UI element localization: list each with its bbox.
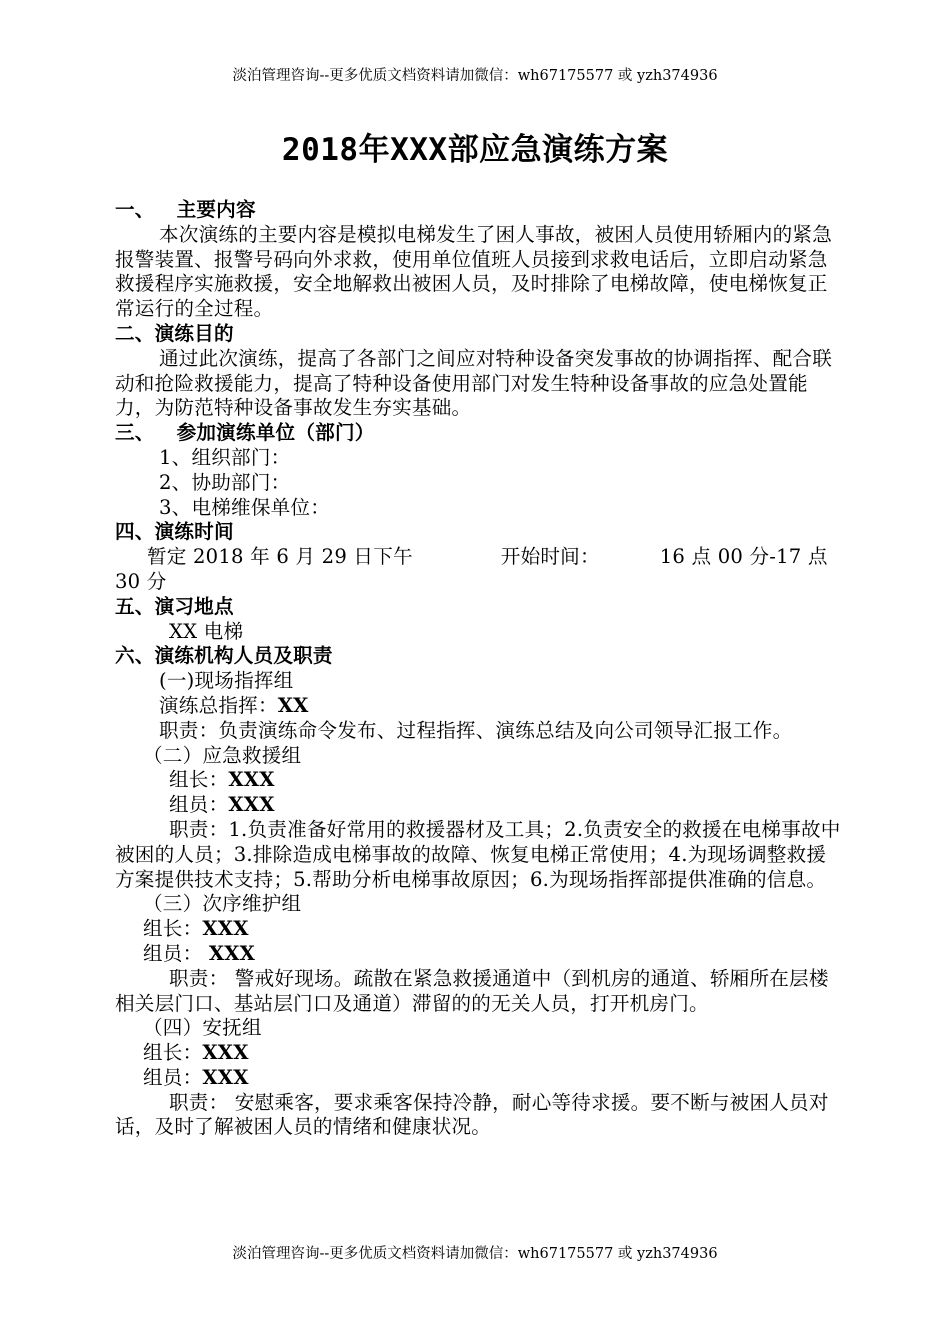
group-3-name: （三）次序维护组 xyxy=(143,892,302,916)
drill-time-line xyxy=(115,545,843,570)
member-value: XXX xyxy=(208,941,256,965)
group-4-member xyxy=(115,1066,843,1091)
group-2-leader xyxy=(115,768,843,793)
section-3-title: 参加演练单位（部门） xyxy=(176,421,375,445)
group-3-leader xyxy=(115,917,843,942)
leader-label: 组长： xyxy=(143,917,203,941)
section-6-heading: 六、演练机构人员及职责 xyxy=(115,644,333,668)
section-2-paragraph: 通过此次演练，提高了各部门之间应对特种设备突发事故的协调指挥、配合联动和抢险救援能力，提高了特种设备使用部门对发生特种设备事故的应急处置能力，为防范特种设备事故发生夯实基础。 xyxy=(115,346,832,420)
group-4-leader xyxy=(115,1041,843,1066)
section-3-number: 三、 xyxy=(115,421,155,445)
page-header: 淡泊管理咨询--更多优质文档资料请加微信：wh67175577 或 yzh374936 xyxy=(232,68,718,84)
section-1-number: 一、 xyxy=(115,198,155,221)
list-item-organizer: 1、组织部门： xyxy=(159,445,291,469)
group-2-name: （二）应急救援组 xyxy=(143,743,302,767)
group-1-name: (一)现场指挥组 xyxy=(159,669,294,693)
section-2-heading: 二、演练目的 xyxy=(115,321,234,345)
drill-date: 暂定 2018 年 6 月 29 日下午 xyxy=(147,545,413,569)
leader-value: XXX xyxy=(228,768,275,792)
start-time-label: 开始时间： xyxy=(500,545,600,569)
group-1-chief xyxy=(115,694,843,719)
section-1-heading xyxy=(115,198,843,223)
group-2-duty: 职责：1.负责准备好常用的救援器材及工具；2.负责安全的救援在电梯事故中被困的人员；3.排除造成电梯事故的故障、恢复电梯正常使用；4.为现场调整救援方案提供技术支持；5.帮助分析电梯事故原因；6.为现场指挥部提供准确的信息。 xyxy=(115,817,841,891)
group-4-name: （四）安抚组 xyxy=(143,1016,262,1040)
list-item-maintenance: 3、电梯维保单位： xyxy=(159,495,331,519)
leader-label: 组长： xyxy=(169,768,229,792)
member-label: 组员： xyxy=(169,793,229,817)
member-label: 组员： xyxy=(143,1065,203,1089)
section-1-paragraph: 本次演练的主要内容是模拟电梯发生了困人事故，被困人员使用轿厢内的紧急报警装置、报警号码向外求救，使用单位值班人员接到求救电话后，立即启动紧急救援程序实施救援，安全地解救出被困人员，及时排除了电梯故障，使电梯恢复正常运行的全过程。 xyxy=(115,222,832,321)
group-3-duty: 职责： 警戒好现场。疏散在紧急救援通道中（到机房的通道、轿厢所在层楼相关层门口、基站层门口及通道）滞留的的无关人员，打开机房门。 xyxy=(115,966,829,1015)
section-4-heading: 四、演练时间 xyxy=(115,520,234,544)
leader-value: XXX xyxy=(202,1041,249,1065)
member-value: XXX xyxy=(202,1065,249,1089)
document-body xyxy=(115,198,843,1140)
section-5-heading: 五、演习地点 xyxy=(115,594,234,618)
list-item-assistant: 2、协助部门： xyxy=(159,470,291,494)
member-value: XXX xyxy=(228,793,275,817)
leader-label: 组长： xyxy=(143,1041,203,1065)
chief-value: XX xyxy=(277,693,309,717)
group-4-duty: 职责： 安慰乘客，要求乘客保持冷静，耐心等待求援。要不断与被困人员对话，及时了解被困人员的情绪和健康状况。 xyxy=(115,1090,829,1139)
chief-label: 演练总指挥： xyxy=(159,693,278,717)
drill-location: XX 电梯 xyxy=(169,619,244,643)
end-time-value: 30 分 xyxy=(115,569,167,593)
section-1-title: 主要内容 xyxy=(176,198,256,221)
document-title: 2018年XXX部应急演练方案 xyxy=(281,132,669,168)
leader-value: XXX xyxy=(202,917,249,941)
section-3-heading xyxy=(115,421,843,446)
group-3-member xyxy=(115,942,843,967)
page-footer: 淡泊管理咨询--更多优质文档资料请加微信：wh67175577 或 yzh374936 xyxy=(232,1246,718,1262)
group-1-duty: 职责：负责演练命令发布、过程指挥、演练总结及向公司领导汇报工作。 xyxy=(159,718,793,742)
member-label: 组员： xyxy=(143,941,203,965)
group-2-member xyxy=(115,793,843,818)
start-time-value: 16 点 00 分-17 点 xyxy=(659,545,828,569)
